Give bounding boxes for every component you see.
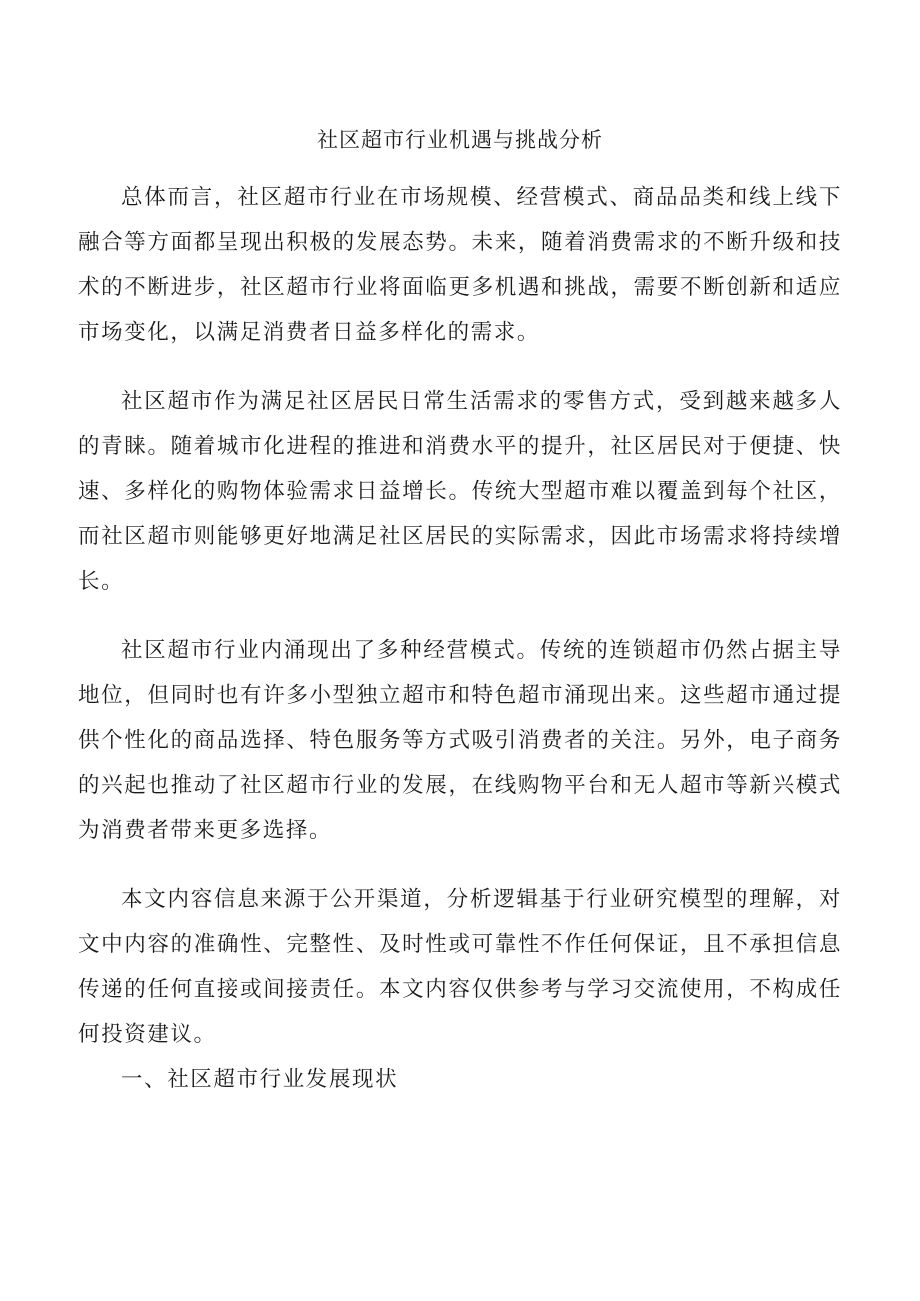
paragraph-market-demand: 社区超市作为满足社区居民日常生活需求的零售方式，受到越来越多人的青睐。随着城市化进程的推进和消费水平的提升，社区居民对于便捷、快速、多样化的购物体验需求日益增长。传统大型超市难以覆盖到每个社区，而社区超市则能够更好地满足社区居民的实际需求，因此市场需求将持续增长。 (78, 389, 842, 594)
paragraph-disclaimer: 本文内容信息来源于公开渠道，分析逻辑基于行业研究模型的理解，对文中内容的准确性、完整性、及时性或可靠性不作任何保证，且不承担信息传递的任何直接或间接责任。本文内容仅供参考与学习交流使用，不构成任何投资建议。 (78, 887, 842, 1047)
paragraph-summary: 总体而言，社区超市行业在市场规模、经营模式、商品品类和线上线下融合等方面都呈现出积极的发展态势。未来，随着消费需求的不断升级和技术的不断进步，社区超市行业将面临更多机遇和挑战，需要不断创新和适应市场变化，以满足消费者日益多样化的需求。 (78, 185, 842, 345)
document-title: 社区超市行业机遇与挑战分析 (317, 128, 603, 152)
paragraph-business-models: 社区超市行业内涌现出了多种经营模式。传统的连锁超市仍然占据主导地位，但同时也有许多小型独立超市和特色超市涌现出来。这些超市通过提供个性化的商品选择、特色服务等方式吸引消费者的关注。另外，电子商务的兴起也推动了社区超市行业的发展，在线购物平台和无人超市等新兴模式为消费者带来更多选择。 (78, 638, 842, 843)
document-body (78, 175, 842, 1102)
section-heading: 一、社区超市行业发展现状 (121, 1067, 399, 1092)
